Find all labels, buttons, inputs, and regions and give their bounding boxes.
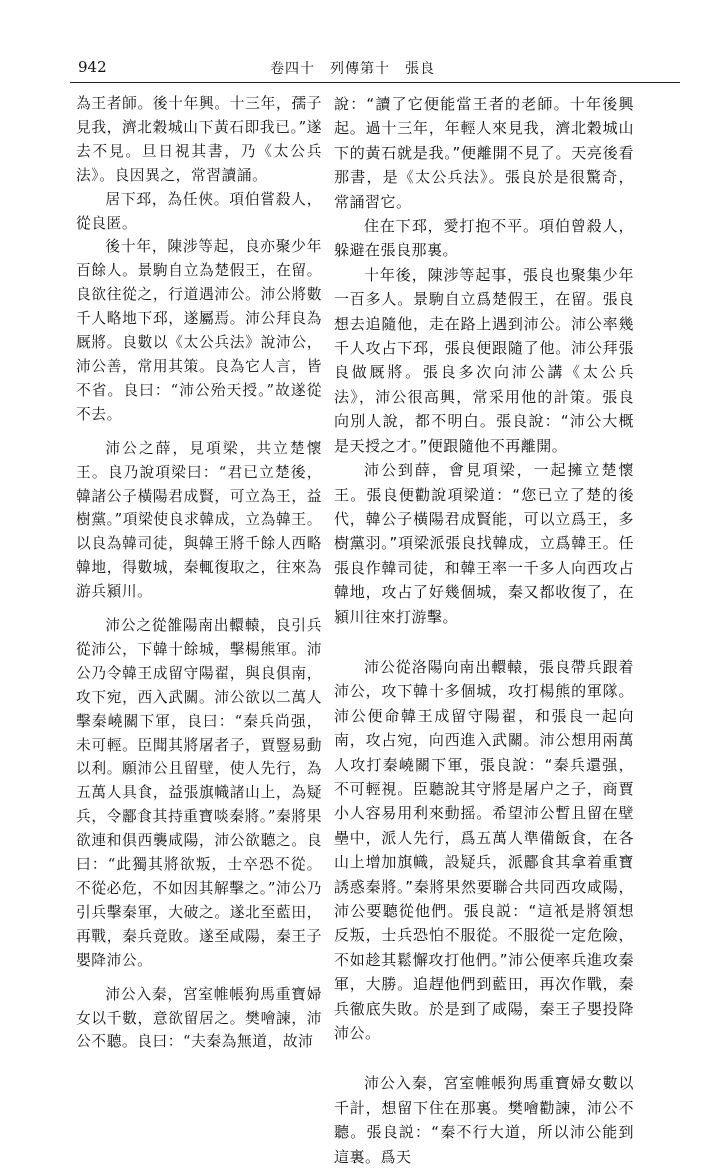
translation-paragraph: 十年後，陳涉等起事，張良也聚集少年一百多人。景駒自立爲楚假王，在留。張良想去追隨他，走在路上遇到沛公。沛公率幾千人攻占下邳，張良便跟隨了他。沛公拜張良做厩將。張良多次向沛公講《太公兵法》，沛公很高興，常采用他的計策。張良向別人說，都不明白。張良說：“沛公大概是天授之才。”便跟隨他不再離開。 bbox=[334, 265, 634, 455]
page-number: 942 bbox=[78, 58, 107, 76]
original-paragraph: 沛公之薛，見項梁，共立楚懷王。良乃說項梁曰：“君已立楚後，韓諸公子橫陽君成賢，可立為王，益樹黨。”項梁使良求韓成，立為韓王。以良為韓司徒，與韓王將千餘人西略韓地，得數城，秦輒復取之，往來為游兵潁川。 bbox=[76, 439, 322, 601]
translation-text-column bbox=[334, 92, 634, 1169]
original-text-column bbox=[76, 92, 322, 1054]
original-paragraph: 沛公之從雒陽南出轘轅，良引兵從沛公，下韓十餘城，擊楊熊軍。沛公乃令韓王成留守陽翟，與良俱南，攻下宛，西入武關。沛公欲以二萬人擊秦嶢關下軍，良曰：“秦兵尚强，未可輕。臣聞其將屠者子，賈豎易動以利。願沛公且留壁，使人先行，為五萬人具食，益張旗幟諸山上，為疑兵，令酈食其持重寶啖秦將。”秦將果欲連和俱西襲咸陽，沛公欲聽之。良曰：“此獨其將欲叛，士卒恐不從。不從必危，不如因其解擊之。”沛公乃引兵擊秦軍，大破之。遂北至藍田，再戰，秦兵竟敗。遂至咸陽，秦王子嬰降沛公。 bbox=[76, 617, 322, 969]
translation-paragraph: 沛公到薛，會見項梁，一起擁立楚懷王。張良便勸說項梁道：“您已立了楚的後代，韓公子橫陽君成賢能，可以立爲王，多樹黨羽。”項梁派張良找韓成，立爲韓王。任張良作韓司徒，和韓王率一千多人向西攻占韓地，攻占了好幾個城，秦又都收復了，在潁川往來打游擊。 bbox=[334, 461, 634, 626]
original-paragraph: 後十年，陳涉等起，良亦聚少年百餘人。景駒自立為楚假王，在留。良欲往從之，行道遇沛公。沛公將數千人略地下邳，遂屬焉。沛公拜良為厩將。良數以《太公兵法》說沛公，沛公善，常用其策。良為它人言，皆不省。良曰：“沛公殆天授。”故遂從不去。 bbox=[76, 238, 322, 423]
translation-paragraph: 住在下邳，愛打抱不平。項伯曾殺人，躲避在張良那裏。 bbox=[334, 217, 634, 260]
running-header bbox=[70, 52, 680, 83]
original-paragraph: 為王者師。後十年興。十三年，孺子見我，濟北穀城山下黃石即我已。”遂去不見。旦日視其書，乃《太公兵法》。良因異之，常習讀誦。 bbox=[76, 95, 322, 184]
translation-paragraph: 說：“讀了它便能當王者的老師。十年後興起。過十三年，年輕人來見我，濟北穀城山下的黃石就是我。”便離開不見了。天亮後看那書，是《太公兵法》。張良於是很驚奇，常誦習它。 bbox=[334, 95, 634, 211]
translation-paragraph: 沛公入秦，宮室帷帳狗馬重寶婦女數以千計，想留下住在那裏。樊噲勸諫，沛公不聽。張良説：“秦不行大道，所以沛公能到這裏。爲天 bbox=[334, 1074, 634, 1166]
running-title: 卷四十 列傳第十 張良 bbox=[270, 61, 435, 77]
original-paragraph: 居下邳，為任俠。項伯嘗殺人，從良匿。 bbox=[76, 190, 322, 232]
original-paragraph: 沛公入秦，宮室帷帳狗馬重寶婦女以千數，意欲留居之。樊噲諫，沛公不聽。良曰：“夫秦為無道，故沛 bbox=[76, 985, 322, 1051]
translation-paragraph: 沛公從洛陽向南出轘轅，張良帶兵跟着沛公，攻下韓十多個城，攻打楊熊的軍隊。沛公便命韓王成留守陽翟，和張良一起向南，攻占宛，向西進入武關。沛公想用兩萬人攻打秦嶢關下軍，張良說：“秦兵還强，不可輕視。臣聽說其守將是屠户之子，商賈小人容易用利來動摇。希望沛公暫且留在壁壘中，派人先行，爲五萬人準備飯食，在各山上增加旗幟，設疑兵，派酈食其拿着重寶誘惑秦將。”秦將果然要聯合共同西攻咸陽，沛公要聽從他們。張良説：“這衹是將領想反叛，士兵恐怕不服從。不服從一定危險，不如趁其鬆懈攻打他們。”沛公便率兵進攻秦軍，大勝。追趕他們到藍田，再次作戰，秦兵徹底失敗。於是到了咸陽，秦王子嬰投降沛公。 bbox=[334, 657, 634, 1043]
